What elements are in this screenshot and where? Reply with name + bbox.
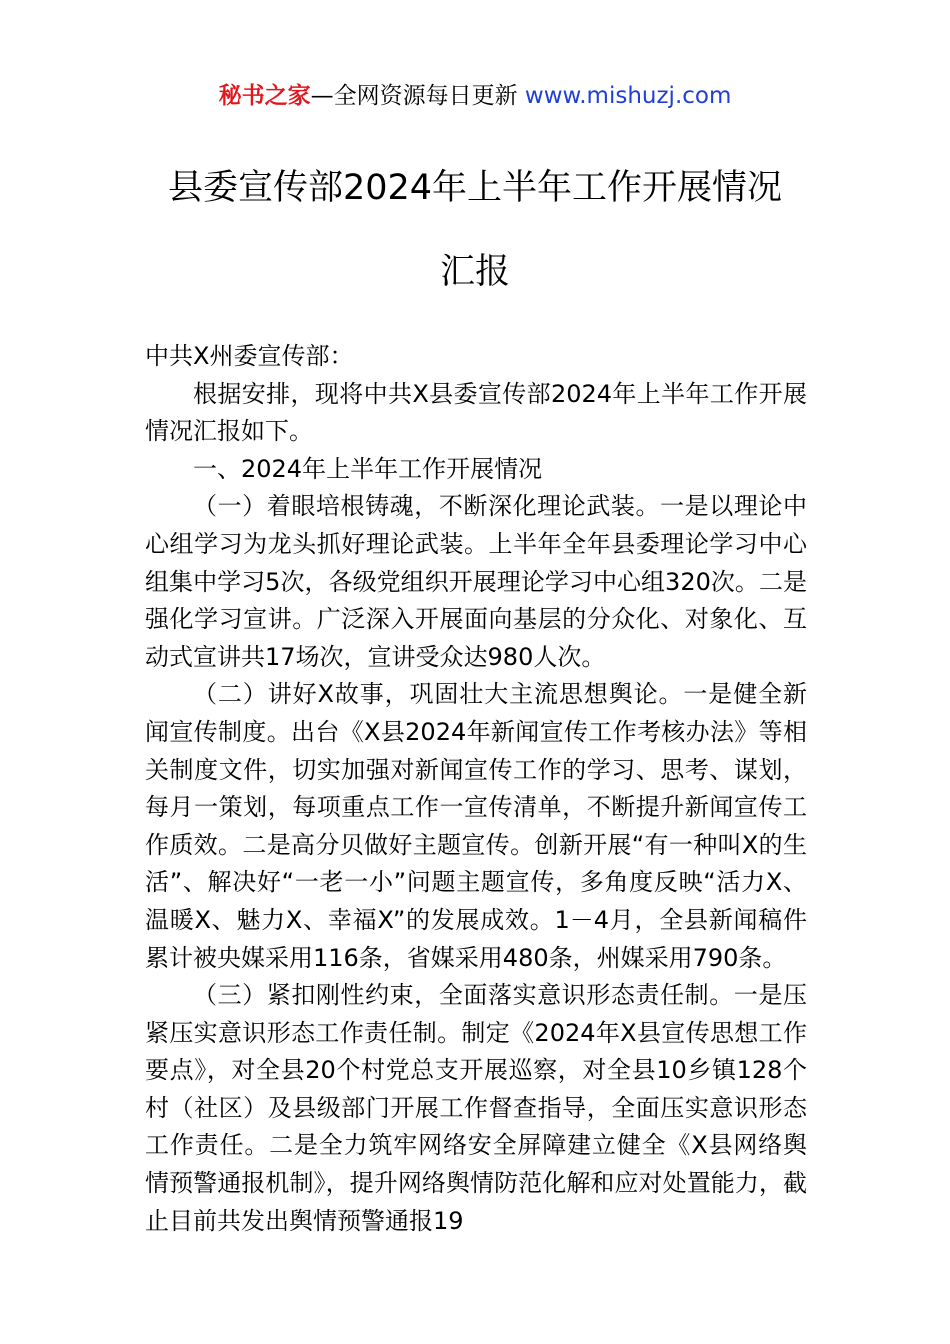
title-line-2: 汇报 xyxy=(439,252,510,292)
brand-name: 秘书之家 xyxy=(218,83,311,109)
document-body xyxy=(145,338,807,1240)
site-header xyxy=(0,80,950,112)
intro-paragraph: 根据安排，现将中共X县委宣传部2024年上半年工作开展情况汇报如下。 xyxy=(145,379,807,446)
document-title xyxy=(0,146,950,314)
body-paragraph: （二）讲好X故事，巩固壮大主流思想舆论。一是健全新闻宣传制度。出台《X县2024年新闻宣传工作考核办法》等相关制度文件，切实加强对新闻宣传工作的学习、思考、谋划，每月一策划，每项重点工作一宣传清单，不断提升新闻宣传工作质效。二是高分贝做好主题宣传。创新开展“有一种叫X的生活”、解决好“一老一小”问题主题宣传，多角度反映“活力X、温暖X、魅力X、幸福X”的发展成效。1－4月，全县新闻稿件累计被央媒采用116条，省媒采用480条，州媒采用790条。 xyxy=(145,680,807,972)
header-tagline: —全网资源每日更新 xyxy=(310,83,525,109)
salutation: 中共X州委宣传部： xyxy=(145,342,354,370)
site-url-link[interactable]: www.mishuzj.com xyxy=(524,83,732,109)
section-heading: 一、2024年上半年工作开展情况 xyxy=(193,454,543,483)
body-paragraph: （三）紧扣刚性约束，全面落实意识形态责任制。一是压紧压实意识形态工作责任制。制定《2024年X县宣传思想工作要点》，对全县20个村党总支开展巡察，对全县10乡镇128个村（社区）及县级部门开展工作督查指导，全面压实意识形态工作责任。二是全力筑牢网络安全屏障建立健全《X县网络舆情预警通报机制》，提升网络舆情防范化解和应对处置能力，截止目前共发出舆情预警通报19 xyxy=(145,981,807,1235)
body-paragraph: （一）着眼培根铸魂，不断深化理论武装。一是以理论中心组学习为龙头抓好理论武装。上半年全年县委理论学习中心组集中学习5次，各级党组织开展理论学习中心组320次。二是强化学习宣讲。广泛深入开展面向基层的分众化、对象化、互动式宣讲共17场次，宣讲受众达980人次。 xyxy=(145,492,807,671)
title-line-1: 县委宣传部2024年上半年工作开展情况 xyxy=(167,168,783,208)
